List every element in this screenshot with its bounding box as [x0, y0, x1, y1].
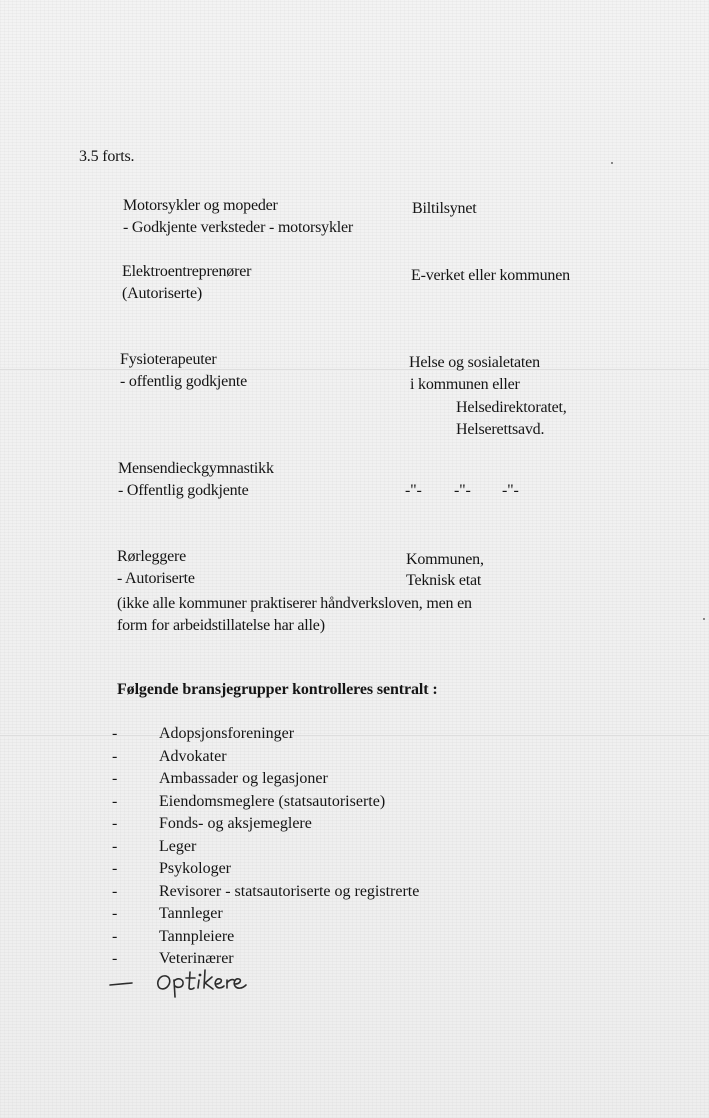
list-item-text: Fonds- og aksjemeglere: [159, 815, 312, 832]
paper-fold-line: [0, 368, 709, 371]
handwritten-note-optikere: [108, 966, 253, 1000]
entry-authority-fysio-line3: Helsedirektoratet,: [456, 399, 567, 416]
list-dash: -: [112, 905, 118, 922]
ditto-mark: -"-: [454, 482, 471, 499]
scan-speck: [611, 162, 613, 164]
entry-authority-biltilsynet: Biltilsynet: [412, 200, 477, 217]
entry-authority-kommunen: Kommunen,: [406, 551, 484, 568]
list-item-text: Revisorer - statsautoriserte og registrerte: [159, 882, 420, 900]
entry-title-motorsykler: Motorsykler og mopeder: [123, 197, 278, 214]
entry-title-elektro: Elektroentreprenører: [122, 263, 252, 280]
entry-detail-mensendieck: - Offentlig godkjente: [118, 482, 249, 499]
list-dash: -: [112, 882, 118, 900]
entry-detail-fysio: - offentlig godkjente: [120, 373, 248, 390]
entry-authority-fysio-line4: Helserettsavd.: [456, 421, 545, 438]
list-item-text: Tannleger: [159, 905, 223, 922]
entry-authority-fysio-line2: i kommunen eller: [410, 376, 520, 393]
ditto-mark: -"-: [405, 482, 422, 499]
scan-speck: [703, 618, 705, 620]
paper-fold-line: [0, 734, 709, 737]
entry-note-line2: form for arbeidstillatelse har alle): [117, 617, 325, 634]
entry-authority-everket: E-verket eller kommunen: [411, 267, 570, 284]
section-label: 3.5 forts.: [79, 148, 135, 165]
list-dash: -: [112, 950, 118, 967]
central-control-heading: Følgende bransjegrupper kontrolleres sentralt :: [117, 681, 438, 698]
entry-title-rorleggere: Rørleggere: [117, 548, 187, 565]
list-item-text: Psykologer: [159, 860, 231, 877]
entry-title-fysio: Fysioterapeuter: [120, 351, 217, 368]
list-dash: -: [112, 860, 118, 877]
entry-note-line1: (ikke alle kommuner praktiserer håndverksloven, men en: [117, 595, 472, 612]
entry-detail-rorleggere: - Autoriserte: [117, 570, 195, 587]
list-item-text: Veterinærer: [159, 950, 234, 967]
entry-authority-fysio-line1: Helse og sosialetaten: [409, 354, 540, 371]
list-dash: -: [112, 747, 118, 765]
list-item-text: Adopsjonsforeninger: [159, 725, 295, 742]
list-dash: -: [112, 770, 118, 787]
list-dash: -: [112, 815, 118, 832]
entry-detail-motorsykler: - Godkjente verksteder - motorsykler: [123, 219, 354, 236]
list-item-text: Leger: [159, 837, 197, 855]
list-dash: -: [112, 927, 118, 945]
ditto-mark: -"-: [502, 482, 519, 499]
entry-authority-teknisk-etat: Teknisk etat: [406, 572, 482, 589]
list-item-text: Tannpleiere: [159, 927, 235, 945]
entry-detail-elektro: (Autoriserte): [122, 285, 203, 302]
entry-title-mensendieck: Mensendieckgymnastikk: [118, 460, 274, 477]
list-dash: -: [112, 792, 118, 810]
list-item-text: Eiendomsmeglere (statsautoriserte): [159, 792, 386, 810]
list-dash: -: [112, 725, 118, 742]
list-dash: -: [112, 837, 118, 855]
list-item-text: Ambassader og legasjoner: [159, 770, 328, 787]
list-item-text: Advokater: [159, 747, 227, 765]
